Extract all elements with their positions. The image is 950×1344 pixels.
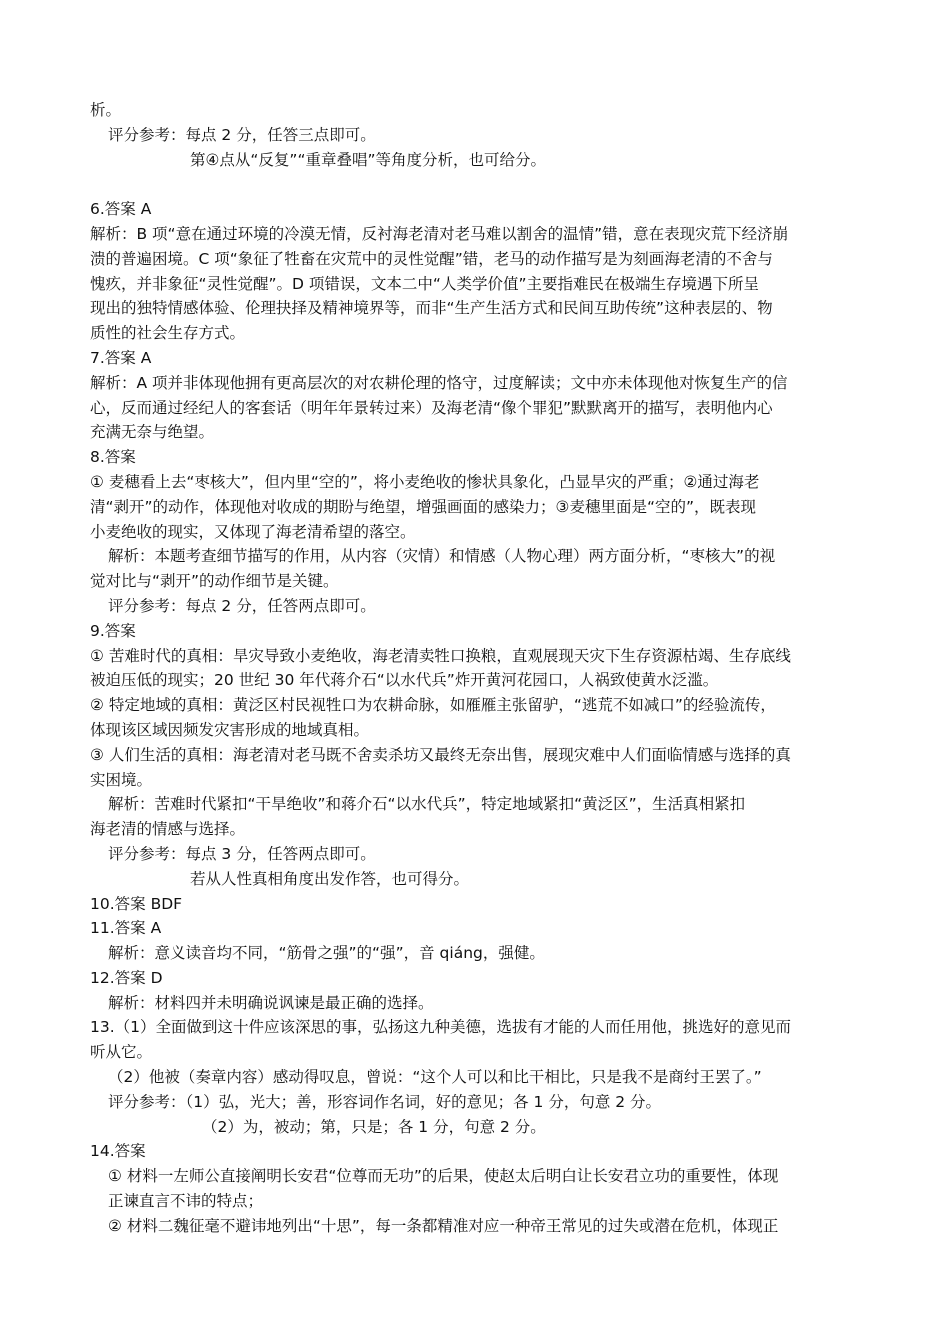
scoring-reference: 评分参考：每点 2 分，任答三点即可。 bbox=[108, 125, 376, 144]
text-line: 海老清的情感与选择。 bbox=[90, 820, 246, 839]
text-line: ② 材料二魏征毫不避讳地列出“十思”，每一条都精准对应一种帝王常见的过失或潜在危机，体现正 bbox=[108, 1216, 779, 1235]
answer-heading: 7.答案 A bbox=[90, 348, 152, 367]
answer-heading: 9.答案 bbox=[90, 621, 136, 640]
text-line: 解析：B 项“意在通过环境的冷漠无情，反衬海老清对老马难以割舍的温情”错，意在表现灾荒下经济崩 bbox=[90, 224, 789, 243]
analysis-line: 解析：意义读音均不同，“筋骨之强”的“强”，音 qiáng，强健。 bbox=[108, 944, 545, 963]
translation-line: （2）他被（奏章内容）感动得叹息，曾说：“这个人可以和比干相比，只是我不是商纣王罢了。” bbox=[108, 1068, 762, 1087]
analysis-line: 解析：材料四并未明确说讽谏是最正确的选择。 bbox=[108, 993, 434, 1012]
answer-document bbox=[90, 98, 860, 1239]
text-line: 听从它。 bbox=[90, 1043, 153, 1062]
text-line: 质性的社会生存方式。 bbox=[90, 324, 246, 343]
text-line: 充满无奈与绝望。 bbox=[90, 423, 215, 442]
text-line: 清“剥开”的动作，体现他对收成的期盼与绝望，增强画面的感染力；③麦穗里面是“空的”，既表现 bbox=[90, 497, 757, 516]
scoring-note: 若从人性真相角度出发作答，也可得分。 bbox=[190, 869, 470, 888]
scoring-reference: 评分参考：（1）弘，光大；善，形容词作名词，好的意见；各 1 分，句意 2 分。 bbox=[108, 1092, 662, 1111]
text-line: 溃的普遍困境。C 项“象征了牲畜在灾荒中的灵性觉醒”错，老马的动作描写是为刻画海老清的不舍与 bbox=[90, 249, 773, 268]
scoring-note: 第④点从“反复”“重章叠唱”等角度分析，也可给分。 bbox=[190, 150, 547, 169]
text-line: 心，反而通过经纪人的客套话（明年年景转过来）及海老清“像个罪犯”默默离开的描写，表明他内心 bbox=[90, 398, 773, 417]
text-line: 正谏直言不讳的特点； bbox=[108, 1192, 264, 1211]
text-line: 体现该区域因频发灾害形成的地域真相。 bbox=[90, 720, 370, 739]
answer-heading: 11.答案 A bbox=[90, 919, 162, 938]
text-line: ① 麦穗看上去“枣核大”，但内里“空的”，将小麦绝收的惨状具象化，凸显旱灾的严重；②通过海老 bbox=[90, 472, 760, 491]
text-line: 小麦绝收的现实，又体现了海老清希望的落空。 bbox=[90, 522, 416, 541]
text-line: 愧疚，并非象征“灵性觉醒”。D 项错误，文本二中“人类学价值”主要指难民在极端生存境遇下所呈 bbox=[90, 274, 759, 293]
text-line: 觉对比与“剥开”的动作细节是关键。 bbox=[90, 572, 339, 591]
answer-heading: 8.答案 bbox=[90, 448, 136, 467]
text-line: ① 材料一左师公直接阐明长安君“位尊而无功”的后果，使赵太后明白让长安君立功的重要性，体现 bbox=[108, 1167, 779, 1186]
blank-line bbox=[90, 172, 860, 197]
scoring-reference: 评分参考：每点 2 分，任答两点即可。 bbox=[108, 596, 376, 615]
analysis-line: 解析：本题考查细节描写的作用，从内容（灾情）和情感（人物心理）两方面分析，“枣核大”的视 bbox=[108, 547, 776, 566]
analysis-line: 解析：苦难时代紧扣“干旱绝收”和蒋介石“以水代兵”，特定地域紧扣“黄泛区”，生活真相紧扣 bbox=[108, 795, 746, 814]
text-line: ① 苦难时代的真相：旱灾导致小麦绝收，海老清卖牲口换粮，直观展现天灾下生存资源枯竭、生存底线 bbox=[90, 646, 791, 665]
text-line: ③ 人们生活的真相：海老清对老马既不舍卖杀坊又最终无奈出售，展现灾难中人们面临情感与选择的真 bbox=[90, 745, 791, 764]
answer-heading: 12.答案 D bbox=[90, 968, 163, 987]
answer-heading: 14.答案 bbox=[90, 1142, 146, 1161]
answer-heading: 10.答案 BDF bbox=[90, 894, 183, 913]
text-line: 实困境。 bbox=[90, 770, 153, 789]
text-line: 现出的独特情感体验、伦理抉择及精神境界等，而非“生产生活方式和民间互助传统”这种表层的、物 bbox=[90, 299, 773, 318]
text-line: 解析：A 项并非体现他拥有更高层次的对农耕伦理的恪守，过度解读；文中亦未体现他对恢复生产的信 bbox=[90, 373, 788, 392]
answer-heading: 6.答案 A bbox=[90, 200, 152, 219]
text-line: 被迫压低的现实；20 世纪 30 年代蒋介石“以水代兵”炸开黄河花园口，人祸致使黄水泛滥。 bbox=[90, 671, 719, 690]
scoring-note: （2）为，被动；第，只是；各 1 分，句意 2 分。 bbox=[202, 1117, 546, 1136]
scoring-reference: 评分参考：每点 3 分，任答两点即可。 bbox=[108, 844, 376, 863]
text-line: ② 特定地域的真相：黄泛区村民视牲口为农耕命脉，如雁雁主张留驴，“逃荒不如减口”的经验流传， bbox=[90, 696, 776, 715]
translation-line: 13.（1）全面做到这十件应该深思的事，弘扬这九种美德，选拔有才能的人而任用他，挑选好的意见而 bbox=[90, 1018, 792, 1037]
text-line: 析。 bbox=[90, 101, 122, 119]
